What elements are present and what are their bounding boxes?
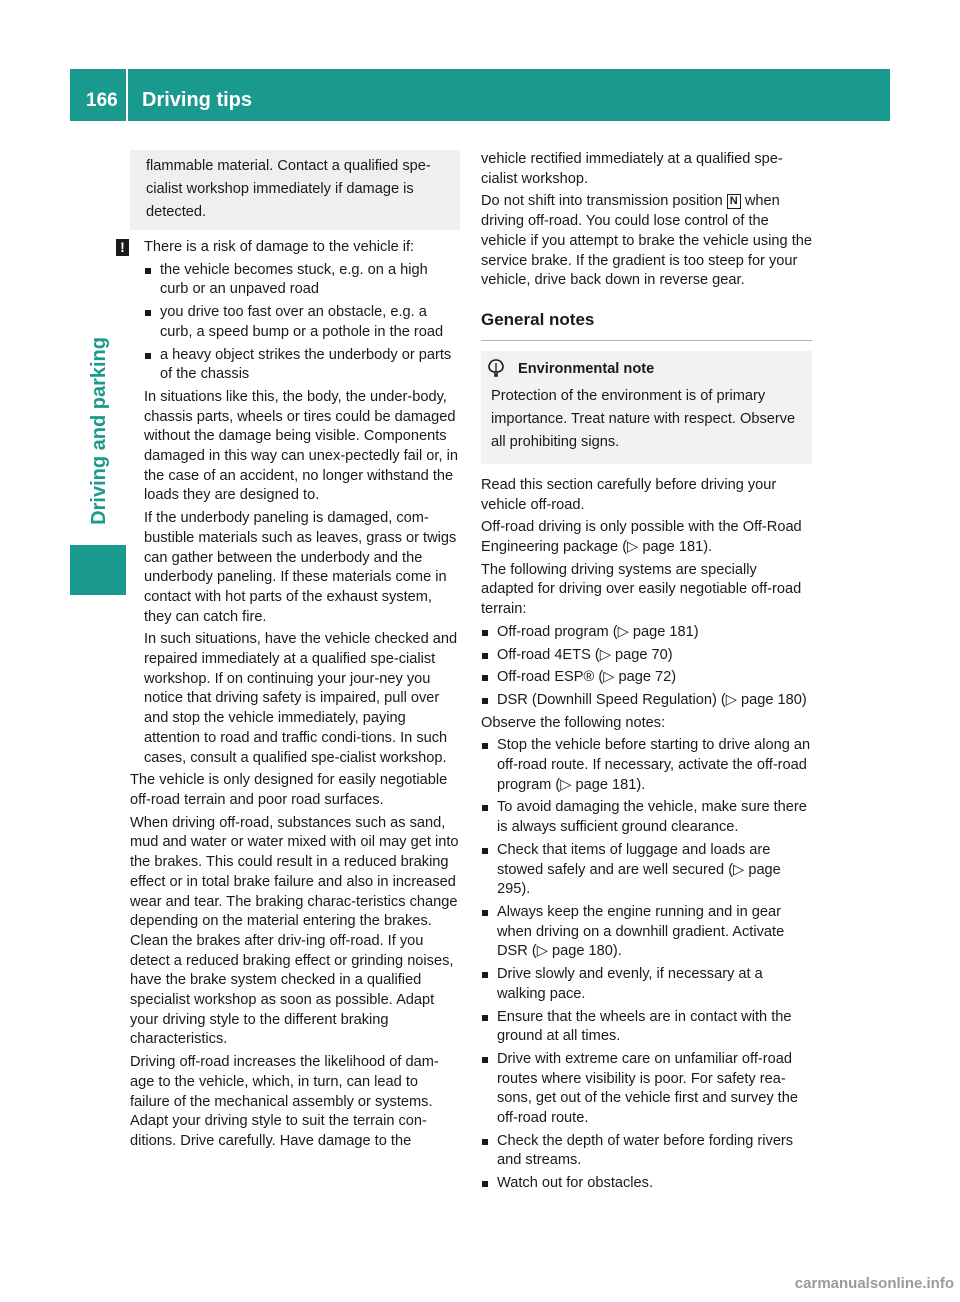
transmission-text-after: when driving off-road. You could lose control of the vehicle if you attempt to brake the vehicle using the service brake. If the gradient is too steep for your vehicle, drive back down in reverse gear. xyxy=(481,193,812,289)
warning-paragraph: In such situations, have the vehicle checked and repaired immediately at a qualified spe-cialist workshop. If on continuing your jour-ney you notice that driving safety is impaired, pull over and stop the vehicle immediately, paying attention to road and traffic condi-tions. In such cases, consult a qualified spe-cialist workshop. xyxy=(144,631,458,766)
list-item-text: Off-road ESP® xyxy=(497,669,595,686)
body-paragraph: vehicle rectified immediately at a qualified spe-cialist workshop. xyxy=(481,151,783,187)
list-item xyxy=(481,668,812,688)
gear-n-icon: N xyxy=(727,194,741,209)
list-item: Ensure that the wheels are in contact with the ground at all times. xyxy=(481,1008,812,1047)
warning-paragraph: If the underbody paneling is damaged, com-bustible materials such as leaves, grass or twigs can gather between the underbody and the underbody paneling. If these materials come in contact with hot parts of the exhaust system, they can catch fire. xyxy=(144,510,457,625)
shaded-note xyxy=(130,150,460,230)
list-item: To avoid damaging the vehicle, make sure there is always sufficient ground clearance. xyxy=(481,798,812,837)
page-reference-link[interactable]: (▷ page 181) xyxy=(612,623,699,640)
body-paragraph: The following driving systems are specially adapted for driving over easily negotiable off-road terrain: xyxy=(481,561,802,618)
page-reference-link[interactable]: (▷ page 70) xyxy=(594,646,673,663)
list-item-text: Off-road program xyxy=(497,623,609,640)
warning-block xyxy=(120,238,460,768)
page-title: Driving tips xyxy=(142,89,253,111)
transmission-paragraph xyxy=(481,192,812,291)
section-side-label xyxy=(83,155,117,525)
list-item: Check the depth of water before fording rivers and streams. xyxy=(481,1132,812,1171)
environmental-note-title: Environmental note xyxy=(518,360,655,377)
warning-paragraph: In situations like this, the body, the under-body, chassis parts, wheels or tires could be damaged without the damage being visible. Components damaged in this way can unex-pectedly fail or, in the case of an accident, no longer withstand the loads they are designed to. xyxy=(144,388,458,504)
transmission-text-before: Do not shift into transmission position xyxy=(481,193,723,210)
list-item xyxy=(481,623,812,643)
list-item: Stop the vehicle before starting to drive along an off-road route. If necessary, activate the off-road program (▷ page 181). xyxy=(481,736,812,795)
page-reference-link[interactable]: (▷ page 72) xyxy=(598,669,677,686)
environmental-note-header xyxy=(491,358,802,381)
body-paragraph: Read this section carefully before driving your vehicle off-road. xyxy=(481,476,777,513)
body-paragraph: Driving off-road increases the likelihood of dam-age to the vehicle, which, in turn, can lead to failure of the mechanical assembly or systems. Adapt your driving style to suit the terrain con-ditions. Drive carefully. Have damage to the xyxy=(130,1054,439,1149)
watermark: carmanualsonline.info xyxy=(794,1275,954,1292)
leaf-icon xyxy=(488,359,504,384)
body-paragraph: The vehicle is only designed for easily negotiable off-road terrain and poor road surfaces. xyxy=(130,772,448,808)
list-item-text: Off-road 4ETS xyxy=(497,646,591,663)
side-label-text: Driving and parking xyxy=(88,337,111,525)
body-paragraph: Observe the following notes: xyxy=(481,714,666,731)
list-item xyxy=(481,691,812,711)
list-item xyxy=(481,646,812,666)
package-text: Off-road driving is only possible with the Off-Road Engineering package xyxy=(481,519,802,556)
list-item: Drive with extreme care on unfamiliar off-road routes where visibility is poor. For safety rea-sons, get out of the vehicle first and survey the off-road route. xyxy=(481,1050,812,1129)
list-item: you drive too fast over an obstacle, e.g. a curb, a speed bump or a pothole in the road xyxy=(144,303,460,342)
list-item-text: DSR (Downhill Speed Regulation) xyxy=(497,691,717,708)
body-paragraph: When driving off-road, substances such as sand, mud and water or water mixed with oil may get into the brakes. This could result in a reduced braking effect or in total brake failure and also in increased wear and tear. The braking charac-teristics change depending on the material entering the brakes. Clean the brakes after driv-ing off-road. If you detect a reduced braking effect or grinding noises, have the brake system checked in a qualified specialist workshop as soon as possible. Adapt your driving style to the different braking characteristics. xyxy=(130,814,459,1048)
page-reference-link[interactable]: (▷ page 180) xyxy=(720,691,807,708)
body-paragraph xyxy=(481,518,812,557)
driving-systems-list xyxy=(481,623,812,711)
page-reference-link[interactable]: (▷ page 181). xyxy=(622,539,713,556)
shaded-note-text: flammable material. Contact a qualified spe-cialist workshop immediately if damage is detected. xyxy=(146,158,431,220)
list-item: Check that items of luggage and loads are stowed safely and are well secured (▷ page 295). xyxy=(481,841,812,900)
list-item: Watch out for obstacles. xyxy=(481,1174,812,1194)
warning-intro: There is a risk of damage to the vehicle if: xyxy=(144,239,415,255)
environmental-note xyxy=(481,351,812,464)
left-column xyxy=(120,150,460,1155)
list-item: Always keep the engine running and in gear when driving on a downhill gradient. Activate DSR (▷ page 180). xyxy=(481,903,812,962)
warning-list xyxy=(144,261,460,385)
notes-list xyxy=(481,736,812,1193)
header-divider xyxy=(126,69,128,121)
list-item: Drive slowly and evenly, if necessary at a walking pace. xyxy=(481,965,812,1004)
section-heading: General notes xyxy=(481,309,812,341)
side-tab-block xyxy=(70,545,126,595)
warning-icon: ! xyxy=(116,239,129,256)
list-item: a heavy object strikes the underbody or parts of the chassis xyxy=(144,346,460,385)
list-item: the vehicle becomes stuck, e.g. on a high curb or an unpaved road xyxy=(144,261,460,300)
page-number: 166 xyxy=(86,90,118,111)
right-column xyxy=(481,150,812,1197)
environmental-note-text: Protection of the environment is of primary importance. Treat nature with respect. Observe all prohibiting signs. xyxy=(491,387,796,450)
